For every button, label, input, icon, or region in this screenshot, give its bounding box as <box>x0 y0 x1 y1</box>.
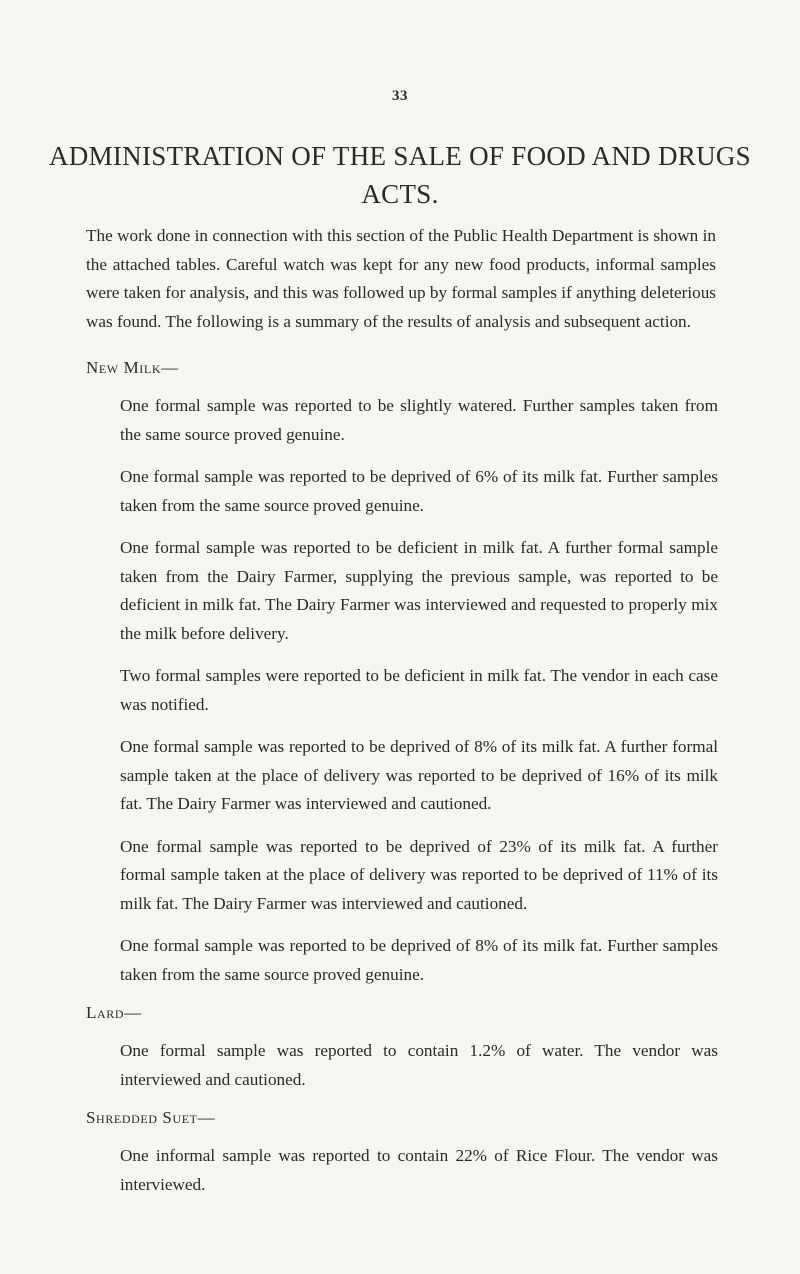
milk-paragraph-1: One formal sample was reported to be slightly watered. Further samples taken from the same source proved genuine. <box>120 396 718 444</box>
milk-paragraph-6: One formal sample was reported to be deprived of 23% of its milk fat. A further formal sample taken at the place of delivery was reported to be deprived of 11% of its milk fat. The Dairy Farmer was interviewed and cautioned. <box>120 836 718 913</box>
milk-paragraph-7: One formal sample was reported to be deprived of 8% of its milk fat. Further samples taken from the same source proved genuine. <box>120 936 718 984</box>
milk-paragraph-3: One formal sample was reported to be deficient in milk fat. A further formal sample taken from the Dairy Farmer, supplying the previous sample, was reported to be deficient in milk fat. The Dairy Farmer was interviewed and requested to properly mix the milk before delivery. <box>120 538 718 643</box>
suet-paragraph-1: One informal sample was reported to contain 22% of Rice Flour. The vendor was interviewed. <box>120 1146 718 1194</box>
page-title: ADMINISTRATION OF THE SALE OF FOOD AND DRUGS ACTS. <box>48 141 751 209</box>
section-heading-lard: Lard— <box>86 1003 142 1022</box>
page-number: 33 <box>392 88 408 104</box>
milk-paragraph-5: One formal sample was reported to be deprived of 8% of its milk fat. A further formal sample taken at the place of delivery was reported to be deprived of 16% of its milk fat. The Dairy Farmer was interviewed and cautioned. <box>120 737 718 813</box>
lard-paragraph-1: One formal sample was reported to contain 1.2% of water. The vendor was interviewed and cautioned. <box>120 1041 718 1089</box>
milk-paragraph-2: One formal sample was reported to be deprived of 6% of its milk fat. Further samples taken from the same source proved genuine. <box>120 467 718 515</box>
section-heading-new-milk: New Milk— <box>86 358 179 377</box>
section-heading-shredded-suet: Shredded Suet— <box>86 1108 216 1127</box>
intro-paragraph: The work done in connection with this section of the Public Health Department is shown in the attached tables. Careful watch was kept for any new food products, informal samples were taken for analysis, and this was followed up by formal samples if anything deleterious was found. The following is a summary of the results of analysis and subsequent action. <box>86 226 716 331</box>
milk-paragraph-4: Two formal samples were reported to be deficient in milk fat. The vendor in each case was notified. <box>120 666 718 714</box>
